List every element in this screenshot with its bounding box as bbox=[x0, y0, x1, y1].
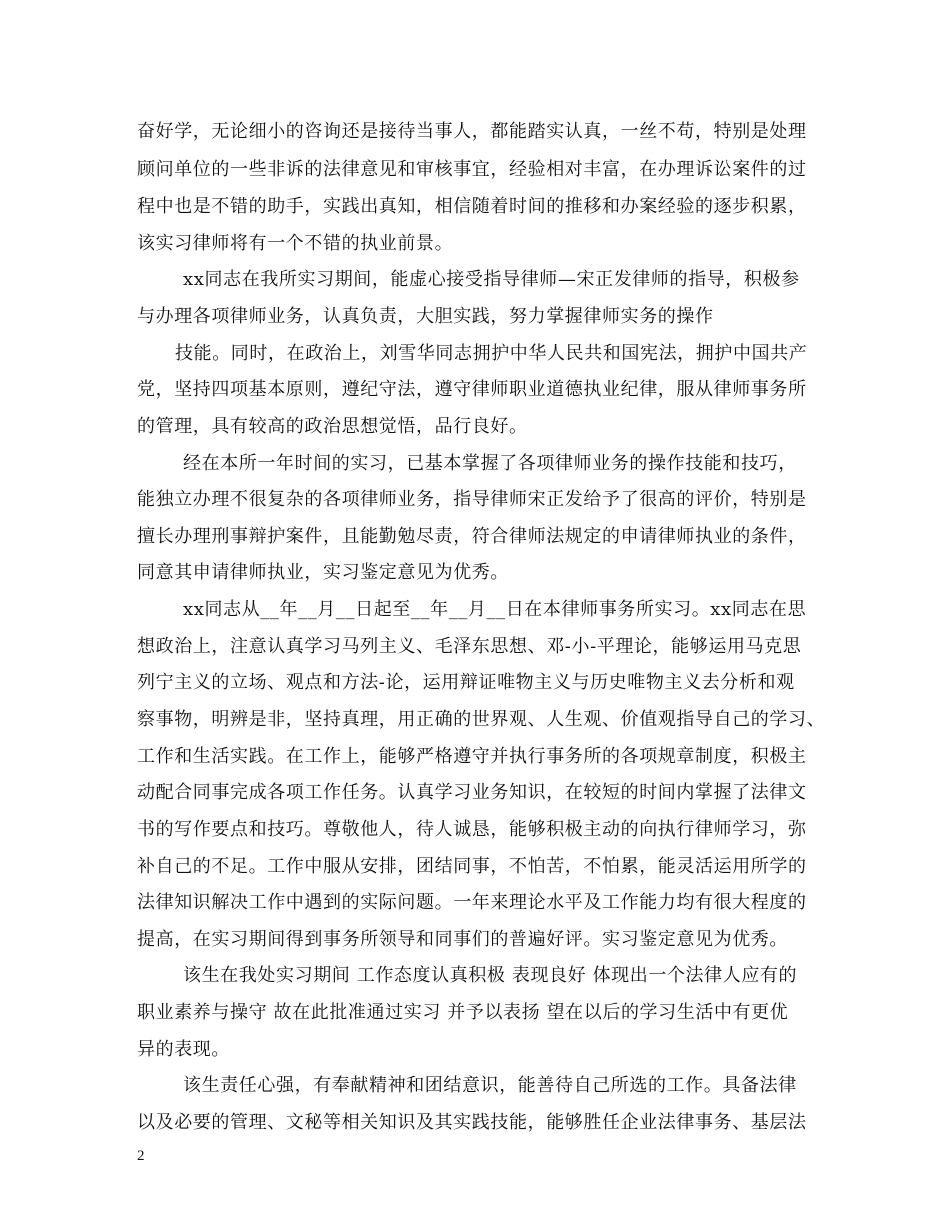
text-line: 经在本所一年时间的实习，已基本掌握了各项律师业务的操作技能和技巧， bbox=[183, 453, 797, 474]
text-line: 列宁主义的立场、观点和方法-论，运用辩证唯物主义与历史唯物主义去分析和观 bbox=[137, 672, 795, 693]
text-line: 工作和生活实践。在工作上，能够严格遵守并执行事务所的各项规章制度，积极主 bbox=[137, 746, 807, 767]
page-number: 2 bbox=[137, 1148, 145, 1164]
text-line: 奋好学，无论细小的咨询还是接待当事人，都能踏实认真，一丝不苟，特别是处理 bbox=[137, 121, 807, 142]
text-line: 察事物，明辨是非，坚持真理，用正确的世界观、人生观、价值观指导自己的学习、 bbox=[137, 709, 826, 730]
text-line: 该实习律师将有一个不错的执业前景。 bbox=[137, 233, 454, 254]
text-line: 以及必要的管理、文秘等相关知识及其实践技能，能够胜任企业法律事务、基层法 bbox=[137, 1112, 807, 1133]
text-line: 党，坚持四项基本原则，遵纪守法，遵守律师职业道德执业纪律，服从律师事务所 bbox=[137, 379, 807, 400]
text-line: 该生责任心强，有奉献精神和团结意识，能善待自己所选的工作。具备法律 bbox=[183, 1075, 797, 1096]
text-line: xx同志从__年__月__日起至__年__月__日在本律师事务所实习。xx同志在思 bbox=[183, 599, 807, 620]
text-line: 与办理各项律师业务，认真负责，大胆实践，努力掌握律师实务的操作 bbox=[137, 306, 714, 327]
text-line: 补自己的不足。工作中服从安排，团结同事，不怕苦，不怕累，能灵活运用所学的 bbox=[137, 856, 807, 877]
text-line: 提高，在实习期间得到事务所领导和同事们的普遍好评。实习鉴定意见为优秀。 bbox=[137, 929, 788, 950]
text-line: 职业素养与操守 故在此批准通过实习 并予以表扬 望在以后的学习生活中有更优 bbox=[137, 1002, 789, 1023]
text-line: 程中也是不错的助手，实践出真知，相信随着时间的推移和办案经验的逐步积累， bbox=[137, 196, 807, 217]
text-line: 异的表现。 bbox=[137, 1039, 230, 1060]
text-line: 能独立办理不很复杂的各项律师业务，指导律师宋正发给予了很高的评价，特别是 bbox=[137, 489, 807, 510]
text-line: 法律知识解决工作中遇到的实际问题。一年来理论水平及工作能力均有很大程度的 bbox=[137, 892, 807, 913]
text-line: 想政治上，注意认真学习马列主义、毛泽东思想、邓-小-平理论，能够运用马克思 bbox=[137, 636, 802, 657]
text-line: 动配合同事完成各项工作任务。认真学习业务知识，在较短的时间内掌握了法律文 bbox=[137, 782, 807, 803]
text-line: 的管理，具有较高的政治思想觉悟，品行良好。 bbox=[137, 416, 528, 437]
text-line: 该生在我处实习期间 工作态度认真积极 表现良好 体现出一个法律人应有的 bbox=[183, 965, 798, 986]
text-line: 顾问单位的一些非诉的法律意见和审核事宜，经验相对丰富，在办理诉讼案件的过 bbox=[137, 159, 807, 180]
text-line: 擅长办理刑事辩护案件，且能勤勉尽责，符合律师法规定的申请律师执业的条件， bbox=[137, 526, 807, 547]
text-line: 书的写作要点和技巧。尊敬他人，待人诚恳，能够积极主动的向执行律师学习，弥 bbox=[137, 819, 807, 840]
text-line: 技能。同时，在政治上，刘雪华同志拥护中华人民共和国宪法，拥护中国共产 bbox=[175, 343, 808, 364]
text-line: 同意其申请律师执业，实习鉴定意见为优秀。 bbox=[137, 562, 509, 583]
text-line: xx同志在我所实习期间，能虚心接受指导律师—宋正发律师的指导，积极参 bbox=[183, 269, 800, 290]
